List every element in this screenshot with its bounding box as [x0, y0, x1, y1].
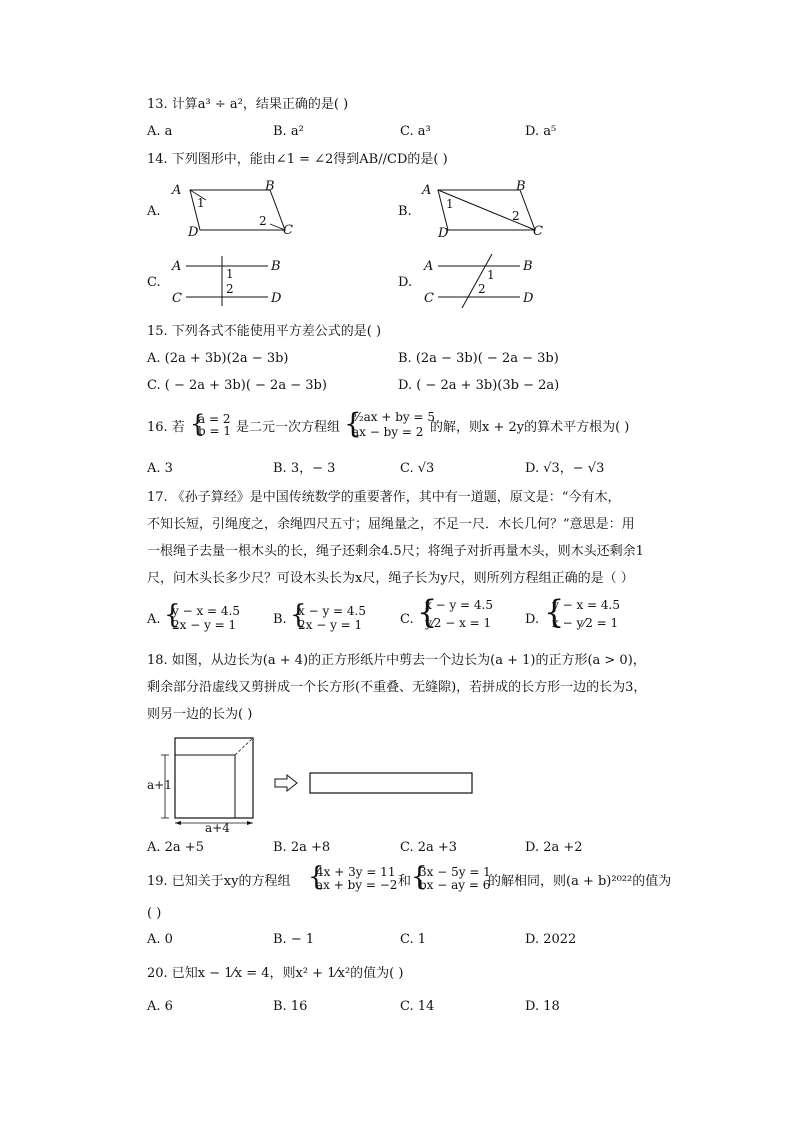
q20-stem: 20. 已知x − 1⁄x = 4，则x² + 1⁄x²的值为( ) — [147, 966, 404, 981]
q17-line-2: 不知长短，引绳度之，余绳四尺五寸；屈绳量之，不足一尺．木长几何？”意思是：用 — [147, 517, 635, 532]
q18-line-2: 剩余部分沿虚线又剪拼成一个长方形(不重叠、无缝隙)，若拼成的长方形一边的长为3， — [147, 680, 647, 695]
q14d-angle-1: 1 — [487, 268, 495, 282]
q17d-eq2: x − y⁄2 = 1 — [552, 616, 619, 630]
q17c-eq2: y⁄2 − x = 1 — [425, 616, 492, 630]
q17c-brace: { — [417, 593, 438, 631]
q17-line-3: 一根绳子去量一根木头的长，绳子还剩余4.5尺；将绳子对折再量木头，则木头还剩余1 — [147, 544, 644, 559]
q17-line-4: 尺，问木头长多少尺？可设木头长为x尺，绳子长为y尺，则所列方程组正确的是（ ） — [147, 571, 634, 586]
q13-option-a[interactable]: A. a — [147, 124, 173, 139]
q17a-brace: { — [164, 600, 181, 630]
q20-option-d[interactable]: D. 18 — [525, 999, 560, 1014]
q17-option-b-label[interactable]: B. — [273, 612, 287, 627]
q14a-point-d: D — [188, 225, 199, 240]
q14d-point-d: D — [523, 291, 534, 306]
q17b-brace: { — [290, 600, 307, 630]
q14-figure-d — [420, 252, 550, 307]
q16-option-a[interactable]: A. 3 — [147, 461, 173, 476]
q17-option-d-system[interactable] — [544, 593, 620, 632]
q16-given-brace: { — [190, 410, 206, 438]
q16-given-a: a = 2 — [198, 412, 231, 426]
q14a-point-a: A — [172, 183, 182, 198]
q13-option-d[interactable]: D. a⁵ — [525, 124, 557, 139]
q18-option-c[interactable]: C. 2a +3 — [400, 840, 458, 855]
q16-option-d[interactable]: D. √3，− √3 — [525, 461, 605, 476]
q17-option-a-system[interactable] — [164, 600, 240, 632]
q16-system-eq1: ³⁄₂ax + by = 5 — [352, 410, 436, 424]
q19-option-d[interactable]: D. 2022 — [525, 932, 577, 947]
q20-option-a[interactable]: A. 6 — [147, 999, 173, 1014]
q16-option-c[interactable]: C. √3 — [400, 461, 435, 476]
q13-option-c[interactable]: C. a³ — [400, 124, 431, 139]
q14-option-b-label[interactable]: B. — [398, 204, 412, 219]
q17b-eq1: x − y = 4.5 — [298, 604, 366, 618]
q20-option-c[interactable]: C. 14 — [400, 999, 435, 1014]
q13-option-b[interactable]: B. a² — [273, 124, 304, 139]
q19-sys1-eq1: 4x + 3y = 11 — [316, 865, 396, 879]
q17d-eq1: y − x = 4.5 — [552, 598, 620, 612]
q17-option-a-label[interactable]: A. — [147, 612, 161, 627]
q14d-angle-2: 2 — [478, 282, 486, 296]
q14d-point-a: A — [424, 259, 434, 274]
q19-option-a[interactable]: A. 0 — [147, 932, 173, 947]
q19-and: 和 — [398, 874, 412, 889]
q14a-point-b: B — [265, 179, 275, 194]
q13-stem: 13. 计算a³ ÷ a²，结果正确的是( ) — [147, 97, 349, 112]
q18-figure — [145, 733, 485, 833]
q14c-angle-1: 1 — [226, 267, 234, 281]
q19-option-b[interactable]: B. − 1 — [273, 932, 315, 947]
q16-option-b[interactable]: B. 3，− 3 — [273, 461, 336, 476]
q15-option-c[interactable]: C. ( − 2a + 3b)( − 2a − 3b) — [147, 378, 327, 393]
q18-line-1: 18. 如图，从边长为(a + 4)的正方形纸片中剪去一个边长为(a + 1)的正方形(a > 0)， — [147, 653, 646, 668]
q14a-angle-1: 1 — [197, 196, 205, 210]
q14-option-a-label[interactable]: A. — [147, 204, 161, 219]
q18-bottom-label: a+4 — [205, 821, 230, 835]
q15-option-a[interactable]: A. (2a + 3b)(2a − 3b) — [147, 351, 289, 366]
q15-option-b[interactable]: B. (2a − 3b)( − 2a − 3b) — [398, 351, 559, 366]
q14-option-c-label[interactable]: C. — [147, 275, 161, 290]
q20-option-b[interactable]: B. 16 — [273, 999, 308, 1014]
q14b-point-c: C — [533, 224, 543, 239]
q14a-point-c: C — [283, 223, 293, 238]
q14c-point-d: D — [271, 291, 282, 306]
q19-paren: ( ) — [147, 906, 162, 921]
q14b-point-b: B — [516, 179, 526, 194]
q14-figure-c — [170, 252, 300, 307]
q19-option-c[interactable]: C. 1 — [400, 932, 427, 947]
q14a-angle-2: 2 — [259, 214, 267, 228]
q17a-eq1: y − x = 4.5 — [172, 604, 240, 618]
q14b-point-d: D — [438, 226, 449, 241]
q14-figure-a — [170, 180, 300, 240]
q16-system-brace: { — [344, 407, 362, 440]
q16-given-b: b = 1 — [198, 424, 231, 438]
q14c-angle-2: 2 — [226, 282, 234, 296]
q19-suffix: 的解相同，则(a + b)²⁰²²的值为 — [488, 874, 672, 889]
q14c-point-b: B — [271, 259, 281, 274]
q19-system-1 — [308, 862, 398, 892]
q17b-eq2: 2x − y = 1 — [298, 618, 363, 632]
q14-option-d-label[interactable]: D. — [398, 275, 413, 290]
q14b-point-a: A — [422, 183, 432, 198]
q18-option-a[interactable]: A. 2a +5 — [147, 840, 204, 855]
q14c-point-c: C — [172, 291, 182, 306]
q16-given-values — [190, 410, 231, 438]
q18-option-d[interactable]: D. 2a +2 — [525, 840, 583, 855]
q14d-point-c: C — [424, 291, 434, 306]
q16-prefix: 16. 若 — [147, 420, 185, 435]
q19-system-1-brace: { — [308, 862, 325, 892]
q14-figure-b — [420, 180, 550, 240]
q16-system — [344, 407, 436, 440]
q17d-brace: { — [544, 593, 565, 631]
q14b-angle-1: 1 — [446, 197, 454, 211]
q14d-point-b: B — [523, 259, 533, 274]
q18-option-b[interactable]: B. 2a +8 — [273, 840, 331, 855]
q15-stem: 15. 下列各式不能使用平方差公式的是( ) — [147, 324, 382, 339]
q19-sys2-eq2: bx − ay = 6 — [419, 878, 491, 892]
q18-side-label: a+1 — [147, 778, 172, 792]
q17-option-b-system[interactable] — [290, 600, 366, 632]
q17-option-c-label[interactable]: C. — [400, 612, 414, 627]
q18-line-3: 则另一边的长为( ) — [147, 707, 253, 722]
q17-option-d-label[interactable]: D. — [525, 612, 540, 627]
q16-suffix: 的解，则x + 2y的算术平方根为( ) — [430, 420, 630, 435]
q17-line-1: 17. 《孙子算经》是中国传统数学的重要著作，其中有一道题，原文是：“今有木， — [147, 490, 621, 505]
q16-system-eq2: ax − by = 2 — [352, 425, 424, 439]
q18-arrow-icon — [275, 775, 297, 791]
q17a-eq2: 2x − y = 1 — [172, 618, 237, 632]
q14c-point-a: A — [172, 259, 182, 274]
q14b-angle-2: 2 — [512, 209, 520, 223]
q17c-eq1: x − y = 4.5 — [425, 598, 493, 612]
q14-stem: 14. 下列图形中，能由∠1 = ∠2得到AB//CD的是( ) — [147, 152, 448, 167]
q19-system-2 — [411, 862, 491, 892]
q19-sys1-eq2: ax + by = −2 — [316, 878, 398, 892]
q16-mid: 是二元一次方程组 — [236, 420, 341, 435]
q19-system-2-brace: { — [411, 862, 428, 892]
q19-prefix: 19. 已知关于xy的方程组 — [147, 874, 291, 889]
q17-option-c-system[interactable] — [417, 593, 493, 632]
q19-sys2-eq1: 3x − 5y = 1 — [419, 865, 491, 879]
q15-option-d[interactable]: D. ( − 2a + 3b)(3b − 2a) — [398, 378, 560, 393]
